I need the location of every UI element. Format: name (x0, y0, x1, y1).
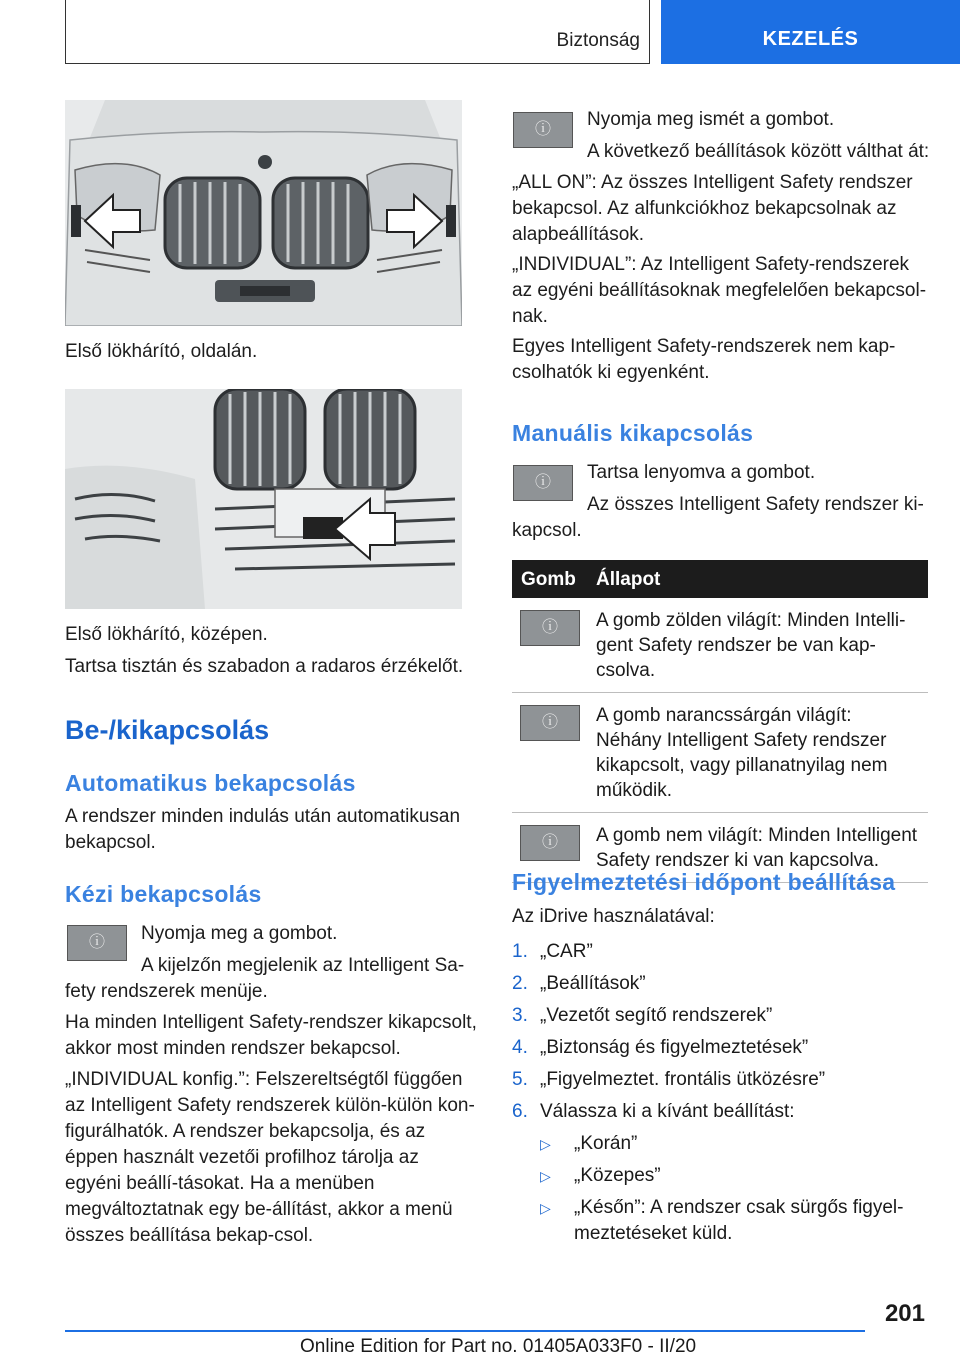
some-not-text: Egyes Intelligent Safety-rendszerek nem kap-csolhatók ki egyenként. (512, 336, 896, 383)
front-bumper-center-image (65, 389, 462, 609)
list-item (512, 1195, 932, 1221)
list-item (512, 1131, 932, 1157)
keep-clean-text: Tartsa tisztán és szabadon a radaros érzékelőt. (65, 656, 464, 677)
section-title: Biztonság (556, 30, 640, 51)
step-text: Válassza ki a kívánt beállítást: (540, 1101, 795, 1122)
footer-divider (65, 1330, 865, 1332)
step-number: 6. (512, 1101, 528, 1122)
table-row (512, 598, 928, 693)
press-button-text: Nyomja meg a gombot. (141, 923, 338, 944)
list-item (512, 1067, 932, 1093)
step-number: 3. (512, 1005, 528, 1026)
individual-config-paragraph: „INDIVIDUAL konfig.”: Felszereltségtől függően az Intelligent Safety rendszerek külön-külön kon-figurálhatók. A rendszer bekapcsolja, és az éppen használt vezetői profilhoz tárolja az egyéni beállí-tásokat. Ha a menüben megváltoztatnak egy be-állítást, akkor a menü összes beállítása bekap-csol. (65, 1069, 475, 1246)
option-text: „Korán” (574, 1133, 638, 1154)
heading-manual-off: Manuális kikapcsolás (512, 420, 754, 446)
step-number: 4. (512, 1037, 528, 1058)
step-text: „Biztonság és figyelmeztetések” (540, 1037, 809, 1058)
heading-auto-on: Automatikus bekapcsolás (65, 770, 356, 796)
list-item (512, 1099, 932, 1125)
individual-text: „INDIVIDUAL”: Az Intelligent Safety-rendszerek az egyéni beállításoknak megfelelően bekapcsol-nak. (512, 254, 927, 327)
caption-side: Első lökhárító, oldalán. (65, 341, 258, 362)
list-item (512, 1035, 932, 1061)
option-text: meztetéseket küld. (574, 1223, 733, 1244)
triangle-bullet-icon: ▷ (540, 1136, 551, 1152)
column-header-status: Állapot (596, 568, 661, 590)
step-text: „Figyelmeztet. frontális ütközésre” (540, 1069, 826, 1090)
assist-button-icon: ⓘ (520, 825, 580, 861)
all-off-line2: kapcsol. (512, 520, 582, 541)
chapter-tab: KEZELÉS (661, 0, 960, 64)
heading-on-off: Be-/kikapcsolás (65, 715, 270, 745)
status-off-text: A gomb nem világít: Minden Intelligent Safety rendszer ki van kapcsolva. (596, 825, 918, 871)
step-text: „CAR” (540, 941, 593, 962)
button-status-table (512, 560, 928, 883)
all-off-paragraph: Ha minden Intelligent Safety-rendszer kikapcsolt, akkor most minden rendszer bekapcsol. (65, 1012, 477, 1059)
column-header-button: Gomb (521, 568, 576, 590)
step-number: 5. (512, 1069, 528, 1090)
option-text: „Későn”: A rendszer csak sürgős figyel- (574, 1197, 904, 1218)
step-number: 1. (512, 941, 528, 962)
list-item (512, 1003, 932, 1029)
heading-warning-time: Figyelmeztetési időpont beállítása (512, 869, 896, 895)
front-bumper-side-image (65, 100, 462, 326)
edition-text: Online Edition for Part no. 01405A033F0 - II/20 (300, 1336, 697, 1357)
assist-button-icon: ⓘ (513, 112, 573, 148)
assist-button-icon: ⓘ (513, 465, 573, 501)
all-on-text: „ALL ON”: Az összes Intelligent Safety rendszer bekapcsol. Az alfunkciókhoz bekapcsolnak az alapbeállítások. (512, 172, 913, 245)
step-text: „Beállítások” (540, 973, 646, 994)
list-item (512, 971, 932, 997)
heading-manual-on: Kézi bekapcsolás (65, 881, 262, 907)
steps-list (512, 939, 932, 1247)
status-green-text: A gomb zölden világít: Minden Intelli-gent Safety rendszer be van kap-csolva. (596, 610, 906, 681)
triangle-bullet-icon: ▷ (540, 1168, 551, 1184)
menu-text-line2: fety rendszerek menüje. (65, 981, 268, 1002)
status-orange-text: A gomb narancssárgán világít: Néhány Intelligent Safety rendszer kikapcsolt, vagy pillanatnyilag nem működik. (596, 705, 888, 801)
page-number: 201 (884, 1300, 925, 1327)
list-item (512, 939, 932, 965)
assist-button-icon: ⓘ (67, 925, 127, 961)
all-off-line1: Az összes Intelligent Safety rendszer ki- (587, 494, 924, 515)
assist-button-icon: ⓘ (520, 705, 580, 741)
idrive-text: Az iDrive használatával: (512, 906, 715, 927)
caption-center: Első lökhárító, középen. (65, 624, 268, 645)
auto-on-text: A rendszer minden indulás után automatikusan bekapcsol. (65, 806, 461, 853)
press-again-text: Nyomja meg ismét a gombot. (587, 109, 835, 130)
step-text: „Vezetőt segítő rendszerek” (540, 1005, 773, 1026)
list-item-continued (512, 1221, 932, 1247)
option-text: „Közepes” (574, 1165, 661, 1186)
hold-button-text: Tartsa lenyomva a gombot. (587, 462, 816, 483)
step-number: 2. (512, 973, 528, 994)
menu-text-line1: A kijelzőn megjelenik az Intelligent Sa- (141, 955, 465, 976)
triangle-bullet-icon: ▷ (540, 1200, 551, 1216)
assist-button-icon: ⓘ (520, 610, 580, 646)
list-item (512, 1163, 932, 1189)
table-header (512, 560, 928, 598)
switch-between-text: A következő beállítások között válthat át: (587, 141, 930, 162)
table-row (512, 693, 928, 813)
